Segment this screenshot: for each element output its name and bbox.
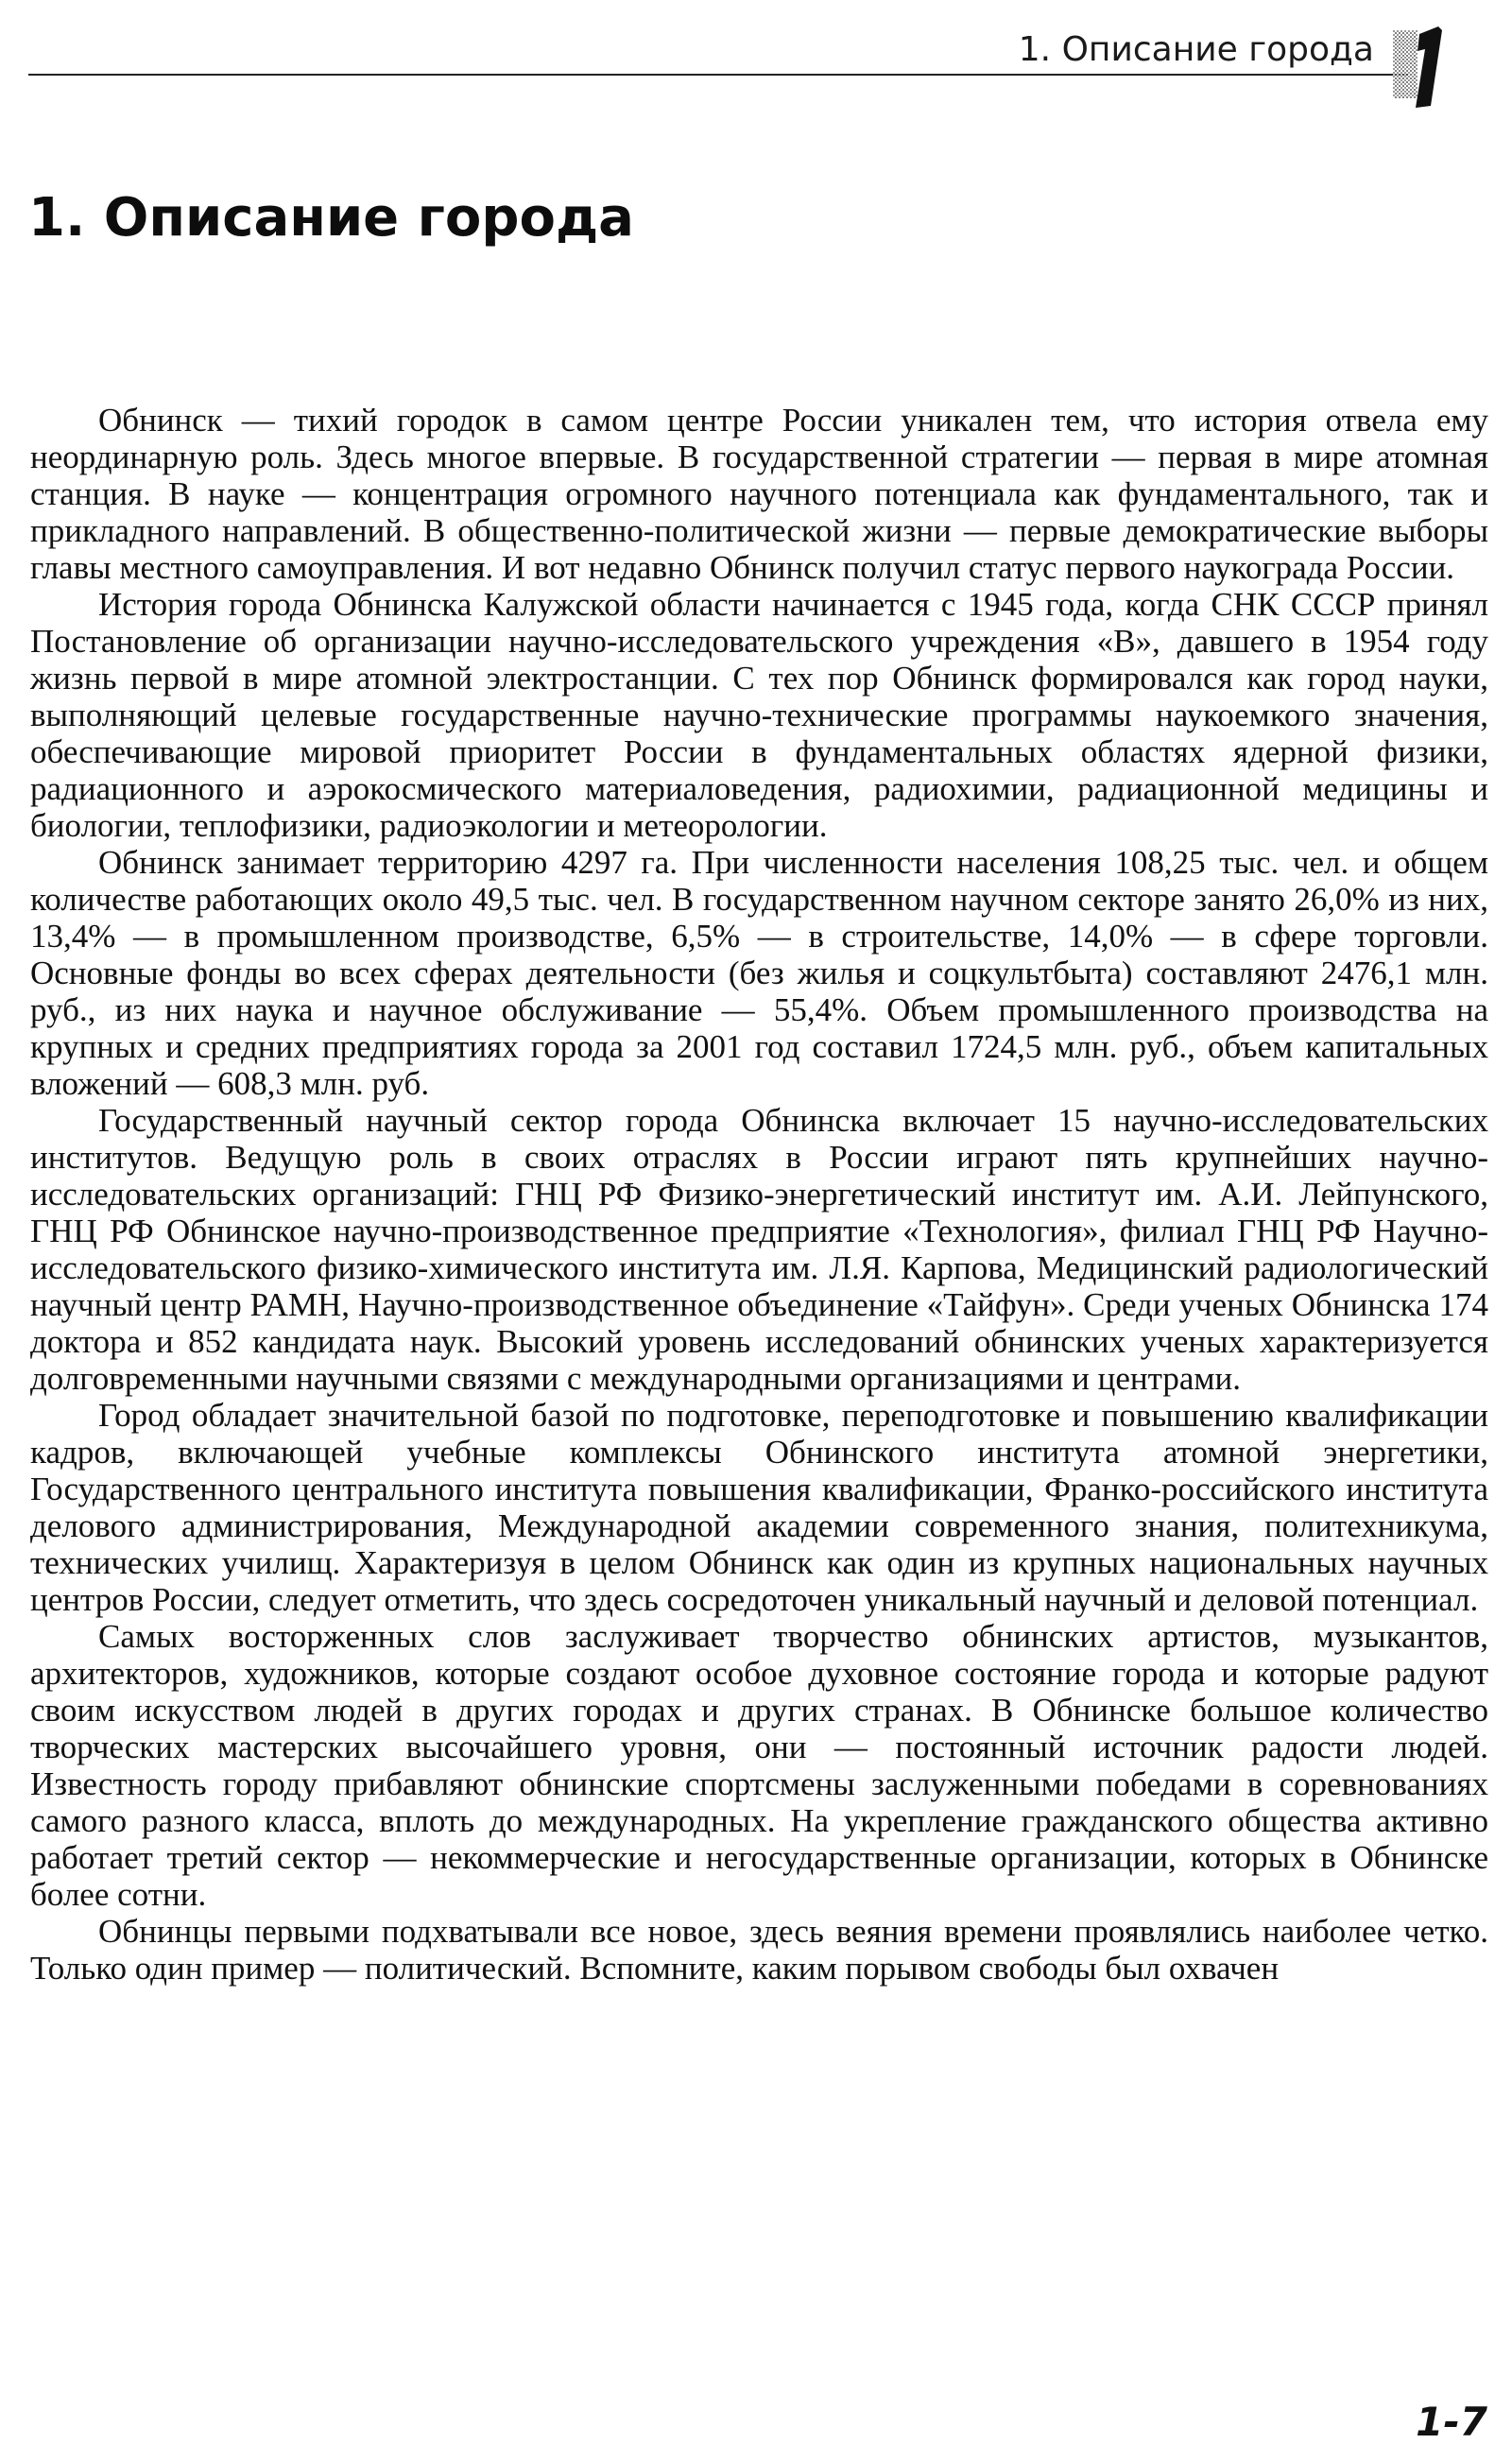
page-number: 1-7	[1416, 2399, 1487, 2445]
header-rule	[28, 74, 1408, 76]
paragraph-5: Город обладает значительной базой по подготовке, переподготовке и повышению квалификации кадров, включающей учебные комплексы Обнинского института атомной энергетики, Государственного центрального института повышения квалификации, Франко-российского института делового администрирования, Международной академии современного знания, политехникума, технических училищ. Характеризуя в целом Обнинск как один из крупных национальных научных центров России, следует отметить, что здесь сосредоточен уникальный научный и деловой потенциал.	[30, 1397, 1488, 1618]
running-header	[28, 28, 1446, 83]
paragraph-3: Обнинск занимает территорию 4297 га. При численности населения 108,25 тыс. чел. и общем количестве работающих около 49,5 тыс. чел. В государственном научном секторе занято 26,0% из них, 13,4% — в промышленном производстве, 6,5% — в строительстве, 14,0% — в сфере торговли. Основные фонды во всех сферах деятельности (без жилья и соцкультбыта) составляют 2476,1 млн. руб., из них наука и научное обслуживание — 55,4%. Объем промышленного производства на крупных и средних предприятиях города за 2001 год составил 1724,5 млн. руб., объем капитальных вложений — 608,3 млн. руб.	[30, 844, 1488, 1102]
paragraph-6: Самых восторженных слов заслуживает творчество обнинских артистов, музыкантов, архитекторов, художников, которые создают особое духовное состояние города и которые радуют своим искусством людей в других городах и других странах. В Обнинске большое количество творческих мастерских высочайшего уровня, они — постоянный источник радости людей. Известность городу прибавляют обнинские спортсмены заслуженными победами в соревнованиях самого разного класса, вплоть до международных. На укрепление гражданского общества активно работает третий сектор — некоммерческие и негосударственные организации, которых в Обнинске более сотни.	[30, 1618, 1488, 1913]
paragraph-4: Государственный научный сектор города Обнинска включает 15 научно-исследовательских институтов. Ведущую роль в своих отраслях в России играют пять крупнейших научно-исследовательских организаций: ГНЦ РФ Физико-энергетический институт им. А.И. Лейпунского, ГНЦ РФ Обнинское научно-производственное предприятие «Технология», филиал ГНЦ РФ Научно-исследовательского физико-химического института им. Л.Я. Карпова, Медицинский радиологический научный центр РАМН, Научно-производственное объединение «Тайфун». Среди ученых Обнинска 174 доктора и 852 кандидата наук. Высокий уровень исследований обнинских ученых характеризуется долговременными научными связями с международными организациями и центрами.	[30, 1102, 1488, 1397]
paragraph-7: Обнинцы первыми подхватывали все новое, здесь веяния времени проявлялись наиболее четко. Только один пример — политический. Вспомните, каким порывом свободы был охвачен	[30, 1913, 1488, 1987]
running-title: 1. Описание города	[1009, 30, 1380, 69]
chapter-number-one-icon	[1391, 21, 1446, 112]
chapter-title: 1. Описание города	[28, 187, 634, 249]
paragraph-2: История города Обнинска Калужской области начинается с 1945 года, когда СНК СССР принял Постановление об организации научно-исследовательского учреждения «В», давшего в 1954 году жизнь первой в мире атомной электростанции. С тех пор Обнинск формировался как город науки, выполняющий целевые государственные научно-технические программы наукоемкого значения, обеспечивающие мировой приоритет России в фундаментальных областях ядерной физики, радиационного и аэрокосмического материаловедения, радиохимии, радиационной медицины и биологии, теплофизики, радиоэкологии и метеорологии.	[30, 586, 1488, 844]
body-text	[30, 402, 1488, 1987]
paragraph-1: Обнинск — тихий городок в самом центре России уникален тем, что история отвела ему неординарную роль. Здесь многое впервые. В государственной стратегии — первая в мире атомная станция. В науке — концентрация огромного научного потенциала как фундаментального, так и прикладного направлений. В общественно-политической жизни — первые демократические выборы главы местного самоуправления. И вот недавно Обнинск получил статус первого наукограда России.	[30, 402, 1488, 586]
